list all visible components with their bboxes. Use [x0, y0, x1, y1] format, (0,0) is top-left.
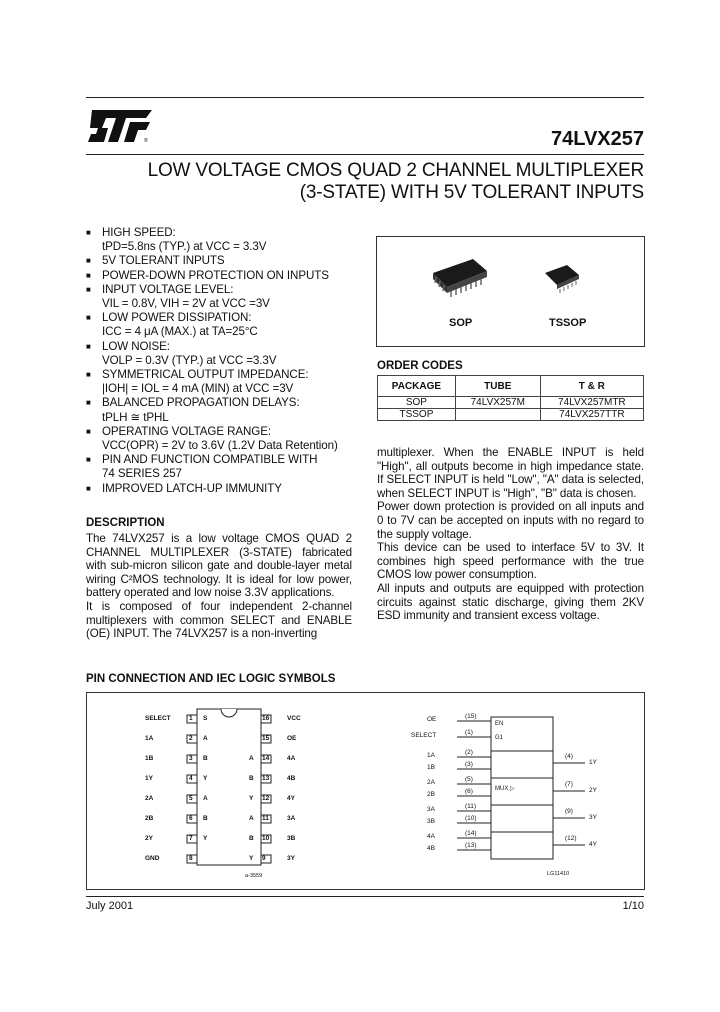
iec-output-name: 3Y: [589, 814, 597, 821]
inner-left-label: Y: [203, 835, 208, 842]
order-codes-table: [377, 375, 644, 421]
order-codes-header-row: [378, 376, 644, 397]
feature-detail: tPD=5.8ns (TYP.) at VCC = 3.3V: [102, 240, 267, 254]
table-cell: 74LVX257TTR: [540, 409, 643, 421]
bullet-icon: ■: [86, 284, 91, 294]
footer-rule: [86, 896, 644, 897]
dip-notch: [221, 709, 237, 717]
inner-left-label: S: [203, 715, 208, 722]
iec-logic-symbol: [417, 711, 617, 881]
iec-input-name: 3B: [427, 818, 435, 825]
right-pin-number: 16: [262, 715, 270, 722]
logo-reg-mark: ®: [144, 138, 148, 144]
feature-item: [86, 368, 366, 396]
left-pin-name: 1B: [145, 755, 154, 762]
inner-left-label: B: [203, 755, 208, 762]
inner-right-label: A: [249, 755, 254, 762]
inner-left-label: Y: [203, 775, 208, 782]
iec-code: LG11410: [547, 871, 570, 877]
tssop-package-icon: [545, 265, 579, 293]
feature-item: [86, 482, 366, 496]
order-codes-column-header: TUBE: [455, 376, 540, 397]
description-paragraph: The 74LVX257 is a low voltage CMOS QUAD 2 CHANNEL MULTIPLEXER (3-STATE) fabricated with sub-micron silicon gate and double-layer metal wiring C²MOS technology. It is ideal for low power, battery operated and low noise 3.3V applications.: [86, 532, 352, 600]
description-paragraph: It is composed of four independent 2-channel multiplexers with common SELECT and ENABLE (OE) INPUT. The 74LVX257 is a non-inverting: [86, 599, 352, 641]
left-pin-name: 2B: [145, 815, 154, 822]
order-codes-heading: ORDER CODES: [377, 360, 463, 372]
feature-text: LOW POWER DISSIPATION:: [102, 311, 252, 325]
iec-input-name: 3A: [427, 806, 435, 813]
package-drawings: [377, 237, 644, 346]
feature-item: [86, 226, 366, 254]
feature-item: [86, 425, 366, 453]
right-pin-name: OE: [287, 735, 297, 742]
footer-date: July 2001: [86, 900, 134, 912]
part-number: 74LVX257: [550, 128, 644, 150]
right-pin-number: 11: [262, 815, 269, 822]
right-pin-number: 14: [262, 755, 270, 762]
iec-output-number: (7): [565, 781, 573, 788]
feature-text: INPUT VOLTAGE LEVEL:: [102, 282, 234, 296]
inner-left-label: A: [203, 735, 208, 742]
feature-text: IMPROVED LATCH-UP IMMUNITY: [102, 481, 282, 495]
footer-page: 1/10: [622, 900, 644, 912]
right-pin-name: VCC: [287, 715, 301, 722]
iec-input-name: 4A: [427, 833, 435, 840]
left-pin-name: 2Y: [145, 835, 153, 842]
feature-item: [86, 340, 366, 368]
iec-input-name: 2A: [427, 779, 435, 786]
feature-detail: |IOH| = IOL = 4 mA (MIN) at VCC =3V: [102, 382, 294, 396]
iec-input-name: SELECT: [411, 732, 437, 739]
right-pin-number: 10: [262, 835, 270, 842]
iec-g1-label: G1: [495, 735, 504, 741]
sop-label: SOP: [449, 317, 473, 329]
iec-mux-label: MUX ▷: [495, 786, 515, 792]
iec-input-number: (5): [465, 776, 473, 783]
bullet-icon: ■: [86, 228, 91, 237]
feature-item: [86, 396, 366, 424]
left-pin-number: 5: [189, 795, 193, 802]
bullet-icon: ■: [86, 313, 91, 323]
feature-text: 5V TOLERANT INPUTS: [102, 254, 225, 268]
inner-left-label: B: [203, 815, 208, 822]
iec-input-number: (15): [465, 713, 477, 720]
feature-item: [86, 254, 366, 268]
feature-text: POWER-DOWN PROTECTION ON INPUTS: [102, 268, 329, 282]
left-pin-name: 2A: [145, 795, 154, 802]
left-pin-number: 3: [189, 755, 193, 762]
bullet-icon: ■: [86, 270, 91, 280]
right-pin-name: 3Y: [287, 855, 295, 862]
pin-section-heading: PIN CONNECTION AND IEC LOGIC SYMBOLS: [86, 673, 336, 685]
iec-input-name: 1B: [427, 764, 435, 771]
bullet-icon: ■: [86, 483, 91, 493]
feature-text: PIN AND FUNCTION COMPATIBLE WITH: [102, 453, 318, 467]
left-pin-number: 7: [189, 835, 193, 842]
bullet-icon: ■: [86, 256, 91, 266]
iec-output-number: (12): [565, 835, 577, 842]
description-heading: DESCRIPTION: [86, 517, 165, 529]
iec-input-number: (2): [465, 749, 473, 756]
left-pin-number: 8: [189, 855, 193, 862]
right-pin-name: 3B: [287, 835, 296, 842]
description-paragraph: multiplexer. When the ENABLE INPUT is held "High", all outputs become in high impedance state. If SELECT INPUT is held "Low", "A" data is selected, when SELECT INPUT is "High", "B" data is chosen.: [377, 446, 644, 500]
feature-item: [86, 311, 366, 339]
description-paragraph: Power down protection is provided on all inputs and 0 to 7V can be accepted on inputs with no regard to the supply voltage.: [377, 500, 644, 541]
title-line-1: LOW VOLTAGE CMOS QUAD 2 CHANNEL MULTIPLEXER: [147, 160, 644, 181]
feature-detail: tPLH ≅ tPHL: [102, 410, 169, 424]
inner-right-label: Y: [249, 855, 254, 862]
sop-package-icon: [433, 259, 487, 297]
iec-input-number: (10): [465, 815, 477, 822]
iec-input-name: 4B: [427, 845, 435, 852]
iec-output-number: (9): [565, 808, 573, 815]
feature-detail: VCC(OPR) = 2V to 3.6V (1.2V Data Retention): [102, 439, 338, 453]
iec-input-number: (14): [465, 830, 477, 837]
iec-output-name: 1Y: [589, 759, 597, 766]
iec-mux-text: MUX: [495, 786, 509, 792]
iec-input-number: (11): [465, 803, 477, 810]
left-pin-name: 1Y: [145, 775, 153, 782]
package-box: [376, 236, 645, 347]
left-pin-number: 2: [189, 735, 193, 742]
feature-item: [86, 453, 366, 481]
title-line-2: (3-STATE) WITH 5V TOLERANT INPUTS: [299, 182, 644, 203]
right-pin-number: 9: [262, 855, 266, 862]
table-row: [378, 409, 644, 421]
feature-detail: 74 SERIES 257: [102, 467, 182, 481]
st-logo: [86, 108, 156, 144]
right-pin-name: 4A: [287, 755, 296, 762]
left-pin-name: 1A: [145, 735, 154, 742]
order-codes-column-header: PACKAGE: [378, 376, 456, 397]
inner-right-label: B: [249, 835, 254, 842]
feature-text: HIGH SPEED:: [102, 226, 176, 239]
pin-code: a-3559: [245, 873, 263, 879]
inner-right-label: Y: [249, 795, 254, 802]
feature-detail: VIL = 0.8V, VIH = 2V at VCC =3V: [102, 297, 270, 311]
right-pin-number: 13: [262, 775, 270, 782]
iec-en-label: EN: [495, 721, 504, 727]
table-cell: 74LVX257M: [455, 397, 540, 409]
feature-text: SYMMETRICAL OUTPUT IMPEDANCE:: [102, 368, 309, 382]
tssop-label: TSSOP: [549, 317, 587, 329]
table-row: [378, 397, 644, 409]
pin-diagram-box: [86, 692, 645, 890]
left-pin-name: GND: [145, 855, 160, 862]
iec-input-number: (1): [465, 729, 473, 736]
feature-text: BALANCED PROPAGATION DELAYS:: [102, 396, 300, 410]
inner-right-label: B: [249, 775, 254, 782]
description-paragraph: All inputs and outputs are equipped with protection circuits against static discharge, giving them 2KV ESD immunity and transient excess voltage.: [377, 581, 644, 623]
feature-text: OPERATING VOLTAGE RANGE:: [102, 424, 271, 438]
order-codes-column-header: T & R: [540, 376, 643, 397]
inner-left-label: A: [203, 795, 208, 802]
table-cell: SOP: [378, 397, 456, 409]
right-pin-name: 4Y: [287, 795, 295, 802]
iec-input-name: OE: [427, 716, 437, 723]
features-list: [86, 226, 366, 496]
iec-input-name: 1A: [427, 752, 435, 759]
iec-output-name: 2Y: [589, 787, 597, 794]
description-right-column: [377, 446, 644, 623]
iec-input-number: (6): [465, 788, 473, 795]
bullet-icon: ■: [86, 370, 91, 380]
table-cell: TSSOP: [378, 409, 456, 421]
right-pin-name: 4B: [287, 775, 296, 782]
feature-item: [86, 269, 366, 283]
left-pin-name: SELECT: [145, 715, 171, 722]
inner-right-label: A: [249, 815, 254, 822]
left-pin-number: 4: [189, 775, 193, 782]
feature-detail: ICC = 4 μA (MAX.) at TA=25°C: [102, 325, 258, 339]
iec-input-name: 2B: [427, 791, 435, 798]
description-paragraph: This device can be used to interface 5V to 3V. It combines high speed performance with the true CMOS low power consumption.: [377, 541, 644, 582]
bullet-icon: ■: [86, 455, 91, 465]
feature-text: LOW NOISE:: [102, 339, 170, 353]
right-pin-number: 12: [262, 795, 270, 802]
bullet-icon: ■: [86, 341, 91, 351]
iec-input-number: (13): [465, 842, 477, 849]
iec-output-name: 4Y: [589, 841, 597, 848]
table-cell: 74LVX257MTR: [540, 397, 643, 409]
bullet-icon: ■: [86, 426, 91, 436]
left-pin-number: 1: [189, 715, 193, 722]
document-title: [148, 160, 644, 204]
description-left-column: [86, 532, 352, 641]
right-pin-number: 15: [262, 735, 270, 742]
right-pin-name: 3A: [287, 815, 296, 822]
bullet-icon: ■: [86, 398, 91, 408]
table-cell: [455, 409, 540, 421]
top-rule: [86, 97, 644, 98]
feature-item: [86, 283, 366, 311]
left-pin-number: 6: [189, 815, 193, 822]
feature-detail: VOLP = 0.3V (TYP.) at VCC =3.3V: [102, 353, 277, 367]
iec-output-number: (4): [565, 753, 573, 760]
iec-input-number: (3): [465, 761, 473, 768]
title-rule: [86, 154, 644, 155]
